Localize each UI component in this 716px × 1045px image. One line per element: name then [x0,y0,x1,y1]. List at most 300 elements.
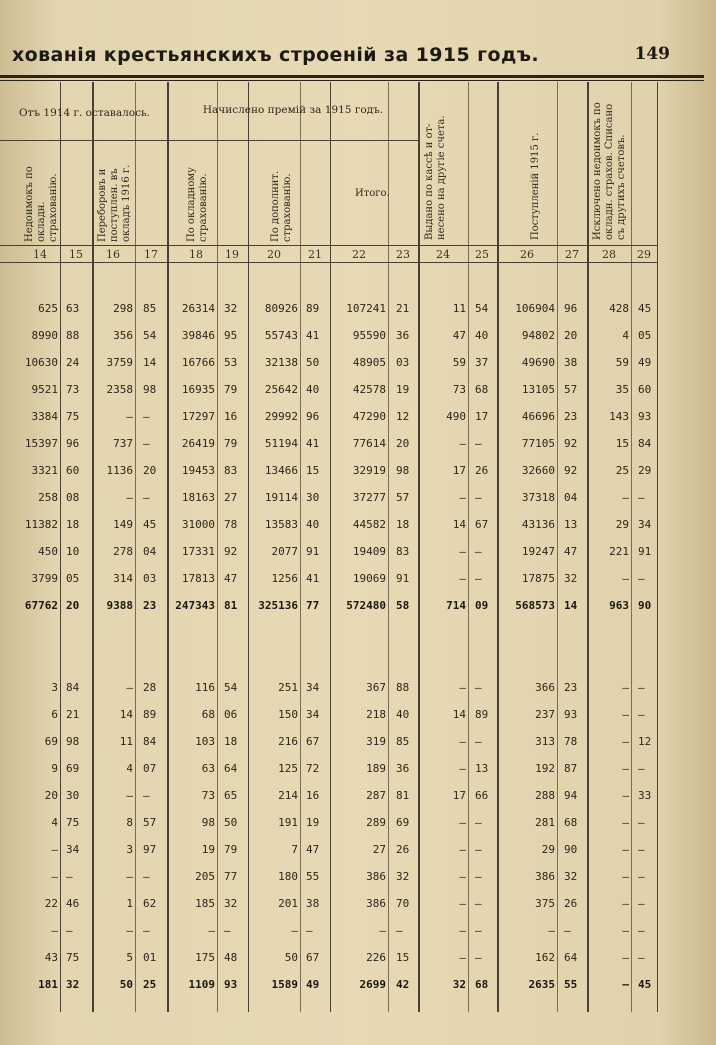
table-cell: 48 [224,951,238,964]
table-cell: 13466 [264,464,298,477]
table-cell: 34 [306,681,320,694]
table-cell: 450 [38,545,58,558]
column-number: 17 [144,248,158,261]
table-cell: 314 [113,572,133,585]
table-cell: 2358 [106,383,133,396]
table-cell: 87 [564,762,578,775]
table-cell: — [208,924,215,937]
table-cell: 14 [452,518,466,531]
table-cell: — [126,410,133,423]
table-cell: 16766 [181,356,215,369]
table-cell: — [459,572,466,585]
table-cell: 32 [66,978,80,991]
table-cell: 25 [143,978,157,991]
table-cell: 32138 [264,356,298,369]
table-cell: 18 [66,518,80,531]
table-cell: 201 [278,897,298,910]
table-cell: 32 [396,870,410,883]
table-cell: 67 [475,518,489,531]
table-cell: — [622,870,629,883]
table-cell: 3321 [31,464,58,477]
running-title: хованія крестьянскихъ строеній за 1915 годъ. [12,44,540,66]
table-cell: 568573 [515,599,555,612]
table-cell: 49 [306,978,320,991]
group-header-premiums: Начислено премій за 1915 годъ. [202,104,384,116]
table-cell: 68 [201,708,215,721]
table-cell: 59 [615,356,629,369]
table-cell: 34 [306,708,320,721]
table-cell: — [396,924,403,937]
table-cell: — [622,897,629,910]
subheader-regular-insurance: По окладному страхованію. [186,166,209,242]
table-cell: 39846 [181,329,215,342]
table-cell: 125 [278,762,298,775]
table-cell: 278 [113,545,133,558]
table-cell: 27 [224,491,238,504]
table-cell: 17 [452,789,466,802]
table-cell: — [475,951,482,964]
table-cell: 04 [143,545,157,558]
table-cell: 2077 [271,545,298,558]
table-cell: 49690 [521,356,555,369]
table-cell: 67 [306,951,320,964]
table-cell: 11 [119,735,133,748]
table-cell: 15 [615,437,629,450]
table-cell: 180 [278,870,298,883]
table-cell: 175 [195,951,215,964]
table-cell: 54 [475,302,489,315]
table-cell: 116 [195,681,215,694]
table-cell: 05 [638,329,652,342]
table-cell: 37 [475,356,489,369]
table-cell: — [475,681,482,694]
table-cell: — [475,437,482,450]
table-cell: 19247 [521,545,555,558]
table-cell: 68 [564,816,578,829]
table-cell: — [475,545,482,558]
table-cell: — [459,897,466,910]
column-number: 19 [225,248,239,261]
table-cell: 50 [119,978,133,991]
table-cell: 89 [306,302,320,315]
table-cell: 10630 [24,356,58,369]
table-cell: 28 [143,681,157,694]
table-cell: — [51,843,58,856]
table-cell: 185 [195,897,215,910]
table-cell: — [126,870,133,883]
table-cell: 3799 [31,572,58,585]
table-cell: 36 [396,762,410,775]
table-cell: 08 [66,491,80,504]
table-cell: 14 [564,599,578,612]
table-cell: — [638,870,645,883]
table-cell: — [459,816,466,829]
table-cell: 38 [306,897,320,910]
table-cell: 45 [638,302,652,315]
table-cell: 94802 [521,329,555,342]
column-number: 15 [69,248,83,261]
table-cell: 41 [306,572,320,585]
table-cell: 44582 [352,518,386,531]
table-cell: 205 [195,870,215,883]
table-cell: 107241 [346,302,386,315]
subheader-arrears: Недоимокъ по окладн. страхованію. [24,166,59,242]
table-cell: 48905 [352,356,386,369]
table-cell: 251 [278,681,298,694]
table-cell: 19 [396,383,410,396]
table-cell: 84 [66,681,80,694]
table-cell: — [638,491,645,504]
table-cell: — [622,735,629,748]
table-cell: 19453 [181,464,215,477]
table-cell: 47 [452,329,466,342]
table-cell: 46696 [521,410,555,423]
table-cell: 91 [396,572,410,585]
table-cell: 17813 [181,572,215,585]
table-cell: 226 [366,951,386,964]
table-cell: 13105 [521,383,555,396]
table-cell: 12 [638,735,652,748]
column-divider [300,82,301,1012]
table-cell: 57 [143,816,157,829]
table-cell: 85 [396,735,410,748]
table-cell: 36 [396,329,410,342]
subheader-total: Итого. [355,188,390,199]
table-cell: 84 [638,437,652,450]
table-cell: 11 [452,302,466,315]
table-cell: 3384 [31,410,58,423]
table-cell: 26419 [181,437,215,450]
table-cell: 40 [306,383,320,396]
table-cell: — [459,437,466,450]
table-cell: 288 [535,789,555,802]
table-cell: 90 [564,843,578,856]
table-cell: 216 [278,735,298,748]
table-cell: 47 [306,843,320,856]
table-cell: — [638,572,645,585]
table-cell: 16935 [181,383,215,396]
table-cell: 13583 [264,518,298,531]
table-cell: 07 [143,762,157,775]
table-cell: 32 [564,572,578,585]
table-cell: — [622,681,629,694]
page-number: 149 [634,44,670,64]
table-cell: 20 [66,599,80,612]
table-cell: 29 [638,464,652,477]
table-cell: — [291,924,298,937]
table-cell: — [475,735,482,748]
table-cell: 03 [396,356,410,369]
table-cell: — [622,951,629,964]
column-number: 27 [565,248,579,261]
table-cell: 54 [143,329,157,342]
table-cell: 9388 [106,599,133,612]
table-cell: 41 [306,329,320,342]
table-cell: 19069 [352,572,386,585]
table-cell: — [638,762,645,775]
table-cell: 29 [615,518,629,531]
table-cell: 04 [564,491,578,504]
table-cell: 32 [452,978,466,991]
table-cell: 63 [66,302,80,315]
table-cell: 258 [38,491,58,504]
table-cell: — [622,978,629,991]
table-cell: — [475,491,482,504]
table-cell: 20 [44,789,58,802]
table-cell: 81 [224,599,238,612]
table-cell: 47290 [352,410,386,423]
top-rule-thin [0,80,704,81]
table-cell: — [475,816,482,829]
table-cell: 143 [609,410,629,423]
table-cell: 106904 [515,302,555,315]
table-cell: 14 [119,708,133,721]
table-cell: 47 [564,545,578,558]
table-cell: 25642 [264,383,298,396]
table-cell: 67 [306,735,320,748]
table-cell: 78 [564,735,578,748]
table-cell: 57 [564,383,578,396]
table-cell: 54 [224,681,238,694]
table-cell: — [459,681,466,694]
table-cell: 89 [143,708,157,721]
table-cell: — [622,843,629,856]
column-divider [217,82,218,1012]
table-cell: 73 [201,789,215,802]
table-cell: 42578 [352,383,386,396]
table-cell: 37277 [352,491,386,504]
table-cell: 58 [396,599,410,612]
table-cell: 38 [564,356,578,369]
table-cell: — [459,951,466,964]
table-cell: 34 [638,518,652,531]
table-cell: 30 [66,789,80,802]
table-cell: 1136 [106,464,133,477]
table-cell: 24 [66,356,80,369]
table-cell: 51194 [264,437,298,450]
table-cell: 72 [306,762,320,775]
table-cell: — [638,681,645,694]
table-cell: 77 [224,870,238,883]
table-cell: 375 [535,897,555,910]
table-cell: 50 [306,356,320,369]
table-cell: 96 [66,437,80,450]
top-rule [0,75,704,78]
table-cell: 65 [224,789,238,802]
table-cell: 79 [224,383,238,396]
table-cell: 41 [306,437,320,450]
column-divider [468,82,469,1012]
table-cell: 42 [396,978,410,991]
table-cell: 84 [143,735,157,748]
table-cell: 73 [452,383,466,396]
table-cell: 93 [224,978,238,991]
table-cell: 963 [609,599,629,612]
column-number: 18 [189,248,203,261]
table-cell: 67762 [24,599,58,612]
table-cell: 2699 [359,978,386,991]
table-cell: 64 [564,951,578,964]
table-cell: 05 [66,572,80,585]
table-cell: 1589 [271,978,298,991]
table-cell: 289 [366,816,386,829]
table-cell: 96 [564,302,578,315]
table-cell: 3 [126,843,133,856]
table-cell: 92 [564,437,578,450]
table-cell: 80926 [264,302,298,315]
table-cell: — [548,924,555,937]
table-cell: 319 [366,735,386,748]
table-cell: 8990 [31,329,58,342]
column-number: 25 [475,248,489,261]
table-cell: 96 [306,410,320,423]
table-cell: 64 [224,762,238,775]
column-number: 29 [637,248,651,261]
table-cell: 737 [113,437,133,450]
table-cell: 85 [143,302,157,315]
table-cell: 103 [195,735,215,748]
table-cell: 73 [66,383,80,396]
table-cell: 62 [143,897,157,910]
table-cell: 23 [564,410,578,423]
table-cell: 95 [224,329,238,342]
table-cell: 50 [284,951,298,964]
table-cell: 3 [51,681,58,694]
table-cell: 45 [143,518,157,531]
table-cell: 281 [535,816,555,829]
table-cell: 32660 [521,464,555,477]
table-cell: 91 [306,545,320,558]
table-cell: 162 [535,951,555,964]
table-cell: — [143,870,150,883]
table-cell: — [224,924,231,937]
table-cell: 15397 [24,437,58,450]
table-cell: 356 [113,329,133,342]
table-cell: 94 [564,789,578,802]
table-cell: 45 [638,978,652,991]
table-cell: 18 [396,518,410,531]
table-cell: 89 [475,708,489,721]
column-number: 28 [602,248,616,261]
table-cell: 78 [224,518,238,531]
column-number: 22 [352,248,366,261]
table-cell: 625 [38,302,58,315]
table-cell: 66 [475,789,489,802]
group-header-paid-out: Выдано по кассѣ и от- несено на другіе счета. [424,115,447,240]
table-cell: 81 [396,789,410,802]
table-cell: 31000 [181,518,215,531]
table-cell: — [638,843,645,856]
table-cell: — [564,924,571,937]
table-cell: 192 [535,762,555,775]
table-cell: 20 [143,464,157,477]
table-cell: 149 [113,518,133,531]
table-cell: 19114 [264,491,298,504]
table-cell: 8 [126,816,133,829]
table-cell: — [622,762,629,775]
table-cell: 11382 [24,518,58,531]
table-cell: 30 [306,491,320,504]
table-cell: 68 [475,383,489,396]
subheader-rule [0,245,657,246]
table-cell: 17331 [181,545,215,558]
table-cell: 59 [452,356,466,369]
table-cell: 366 [535,681,555,694]
table-cell: — [459,735,466,748]
table-cell: — [143,410,150,423]
table-cell: 75 [66,951,80,964]
table-cell: 1 [126,897,133,910]
table-cell: 55 [306,870,320,883]
table-cell: 70 [396,897,410,910]
table-cell: 98 [396,464,410,477]
column-number: 16 [106,248,120,261]
table-cell: 33 [638,789,652,802]
column-number: 23 [396,248,410,261]
table-cell: 21 [66,708,80,721]
subheader-additional-insurance: По дополнит. страхованію. [270,170,293,242]
table-cell: 6 [51,708,58,721]
table-cell: 32919 [352,464,386,477]
table-cell: 26 [396,843,410,856]
table-cell: 15 [396,951,410,964]
column-divider [60,82,61,1012]
table-cell: 17875 [521,572,555,585]
table-cell: 40 [306,518,320,531]
table-cell: 4 [126,762,133,775]
table-cell: 325136 [258,599,298,612]
table-cell: 83 [224,464,238,477]
table-cell: 25 [615,464,629,477]
table-cell: 18163 [181,491,215,504]
table-cell: 191 [278,816,298,829]
table-cell: 490 [446,410,466,423]
table-cell: 83 [396,545,410,558]
table-cell: 4 [51,816,58,829]
colnum-rule [0,262,657,263]
table-cell: 77 [306,599,320,612]
table-cell: 287 [366,789,386,802]
table-cell: — [638,708,645,721]
table-cell: — [51,924,58,937]
column-number: 21 [308,248,322,261]
table-cell: — [126,681,133,694]
table-cell: 53 [224,356,238,369]
group-header-excluded: Исключено недоимокъ по окладн. страхов. Списано съ другихъ счетовъ. [592,102,627,240]
table-cell: 47 [224,572,238,585]
table-cell: 181 [38,978,58,991]
table-cell: — [638,897,645,910]
table-cell: 69 [44,735,58,748]
table-cell: — [475,572,482,585]
table-cell: 93 [564,708,578,721]
table-cell: 13 [564,518,578,531]
table-cell: 32 [224,897,238,910]
table-cell: 88 [66,329,80,342]
table-cell: 1256 [271,572,298,585]
table-cell: 50 [224,816,238,829]
table-cell: — [475,843,482,856]
table-cell: 46 [66,897,80,910]
table-cell: — [66,870,73,883]
column-number: 14 [33,248,47,261]
table-cell: 35 [615,383,629,396]
table-cell: — [66,924,73,937]
table-cell: — [459,924,466,937]
table-cell: 17 [452,464,466,477]
table-cell: 17297 [181,410,215,423]
table-cell: 75 [66,816,80,829]
